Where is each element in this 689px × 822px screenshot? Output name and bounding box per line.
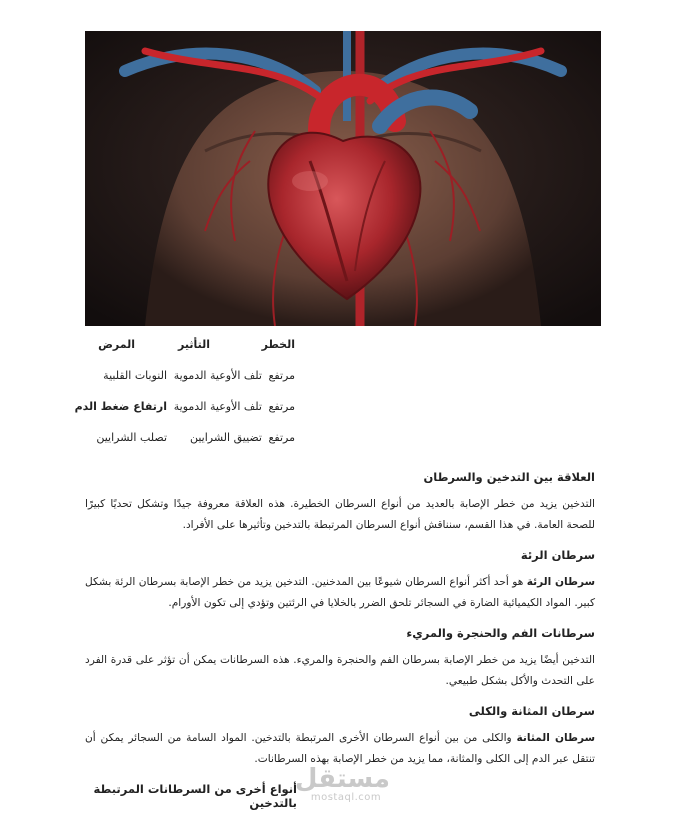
paragraph-text: التدخين يزيد من خطر الإصابة بالعديد من أنواع السرطان الخطيرة. هذه العلاقة معروفة جيدًا وتشكل تحديًا كبيرًا للصحة العامة. في هذا القسم، سنناقش أنواع السرطان المرتبطة بالتدخين وتأثيرها على الأفراد. bbox=[85, 498, 595, 531]
table-header-row bbox=[85, 338, 295, 369]
paragraph-lead: سرطان المثانة bbox=[516, 732, 595, 744]
cell-disease: تصلب الشرايين bbox=[96, 431, 167, 444]
cell-effect: تلف الأوعية الدموية bbox=[173, 400, 262, 413]
heart-illustration bbox=[85, 31, 601, 326]
cell-disease: النوبات القلبية bbox=[103, 369, 167, 382]
paragraph-lead: سرطان الرئة bbox=[526, 576, 596, 588]
section-heading: سرطان المثانة والكلى bbox=[468, 704, 595, 718]
paragraph-text: والكلى من بين أنواع السرطان الأخرى المرتبطة بالتدخين. المواد السامة من السجائر يمكن أن تنتقل عبر الدم إلى الكلى والمثانة، مما يزيد من خطر الإصابة بهذه السرطانات. bbox=[85, 732, 595, 765]
section-heading: سرطانات الفم والحنجرة والمريء bbox=[406, 626, 595, 640]
section-paragraph bbox=[85, 494, 595, 536]
section-heading: أنواع أخرى من السرطانات المرتبطة بالتدخين bbox=[93, 782, 297, 810]
paragraph-text: التدخين أيضًا يزيد من خطر الإصابة بسرطان الفم والحنجرة والمريء. هذه السرطانات يمكن أن تؤثر على قدرة الفرد على التحدث والأكل بشكل طبيعي. bbox=[85, 654, 595, 687]
section-paragraph bbox=[85, 572, 595, 614]
cell-risk: مرتفع bbox=[268, 369, 295, 382]
cell-effect: تلف الأوعية الدموية bbox=[173, 369, 262, 382]
header-effect: التأثير bbox=[178, 338, 210, 351]
cell-risk: مرتفع bbox=[268, 400, 295, 413]
watermark-latin: mostaql.com bbox=[310, 792, 382, 803]
cell-risk: مرتفع bbox=[268, 431, 295, 444]
section-heading: سرطان الرئة bbox=[520, 548, 595, 562]
table-row bbox=[85, 431, 295, 462]
risk-table bbox=[74, 338, 295, 462]
watermark-arabic: مستقل bbox=[294, 764, 390, 794]
section-heading: العلاقة بين التدخين والسرطان bbox=[423, 470, 595, 484]
paragraph-text: هو أحد أكثر أنواع السرطان شيوعًا بين المدخنين. التدخين يزيد من خطر الإصابة بسرطان الرئة بشكل كبير. المواد الكيميائية الضارة في السجائر تلحق الضرر بالخلايا في الرئتين وتؤدي إلى تكون الأورام. bbox=[85, 576, 595, 609]
table-row bbox=[74, 400, 295, 431]
header-risk: الخطر bbox=[261, 338, 295, 351]
cell-disease: ارتفاع ضغط الدم bbox=[74, 400, 167, 413]
section-paragraph bbox=[85, 650, 595, 692]
watermark-logo bbox=[294, 764, 390, 803]
header-disease: المرض bbox=[98, 338, 135, 351]
table-row bbox=[85, 369, 295, 400]
cell-effect: تضييق الشرايين bbox=[189, 431, 262, 444]
heart-anatomy-image bbox=[85, 31, 601, 326]
